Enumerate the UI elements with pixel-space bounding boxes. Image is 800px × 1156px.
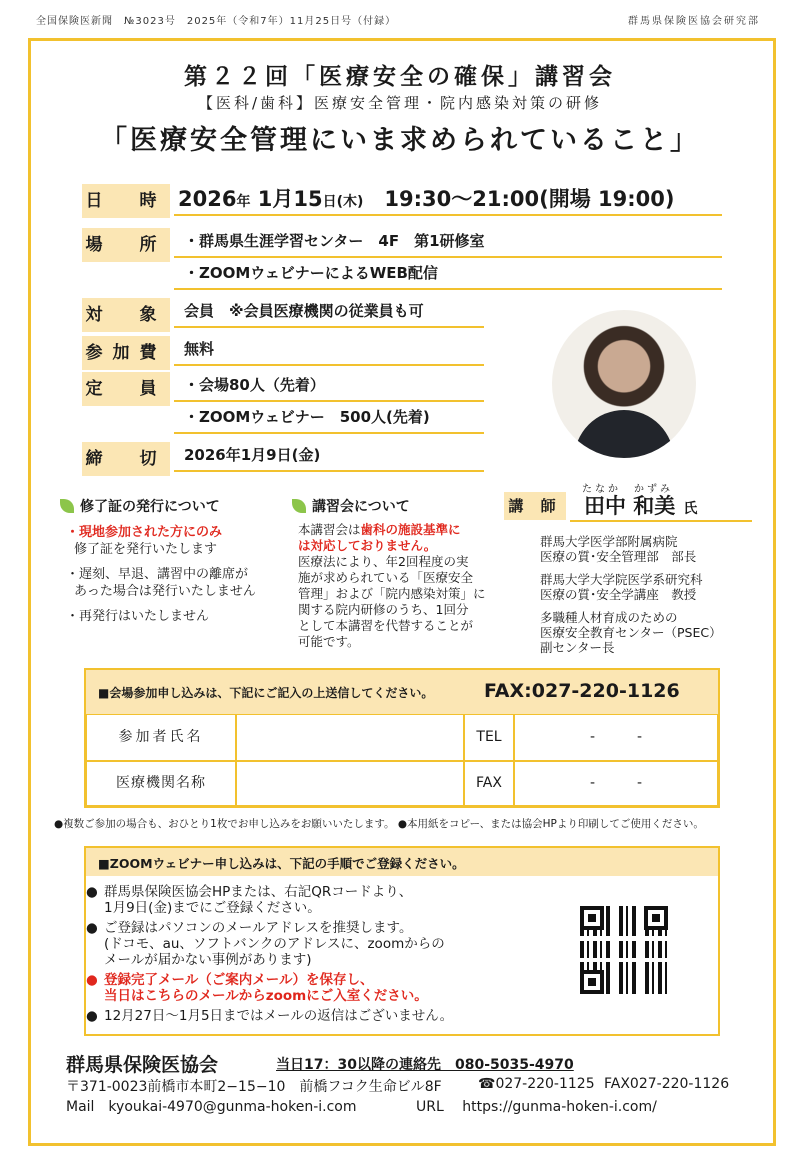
event-subtitle: 【医科/歯科】医療安全管理・院内感染対策の研修 xyxy=(197,94,603,112)
zoom-step-2: ● ご登録はパソコンのメールアドレスを推奨します。 (ドコモ、au、ソフトバンクのアドレスに、zoomからの メールが届かない事例があります) xyxy=(86,920,445,968)
certificate-heading: 修了証の発行について xyxy=(60,496,220,516)
date-value: 2026年 1月15日(木) 19:30～21:00(開場 19:00) xyxy=(174,184,722,216)
lecturer-affiliation-2: 群馬大学大学院医学系研究科 医療の質･安全学講座 教授 xyxy=(540,572,703,602)
publisher-name: 群馬県保険医協会研究部 xyxy=(628,16,760,27)
address: 〒371-0023前橋市本町2−15−10 前橋フコク生命ビル8F xyxy=(66,1079,442,1095)
deadline-value: 2026年1月9日(金) xyxy=(174,440,484,472)
target-value: 会員 ※会員医療機関の従業員も可 xyxy=(174,296,484,328)
institution-name-field[interactable] xyxy=(236,761,464,806)
email[interactable]: Mail kyoukai-4970@gunma-hoken-i.com xyxy=(66,1099,357,1115)
zoom-step-4: ● 12月27日～1月5日まではメールの返信はございません。 xyxy=(86,1008,454,1024)
certificate-details: ・現地参加された方にのみ 修了証を発行いたします ・遅刻、早退、講習中の離席が あった場合は発行いたしません ・再発行はいたしません xyxy=(66,525,256,624)
newspaper-issue: 全国保険医新聞 №3023号 2025年（令和7年）11月25日号（付録） xyxy=(36,16,397,27)
participant-name-field[interactable] xyxy=(236,714,464,761)
fee-label: 参加費 xyxy=(82,336,170,370)
place-label: 場 所 xyxy=(82,228,170,262)
capacity-label: 定 員 xyxy=(82,372,170,406)
zoom-step-1: ● 群馬県保険医協会HPまたは、右記QRコードより、 1月9日(金)までにご登録ください。 xyxy=(86,884,413,916)
contact-phone[interactable]: 当日17：30以降の連絡先 080-5035-4970 xyxy=(276,1057,574,1073)
zoom-step-3: ● 登録完了メール（ご案内メール）を保存し、 当日はこちらのメールからzoomにご入室ください。 xyxy=(86,972,428,1004)
tel-number: ☎027-220-1125 xyxy=(478,1076,595,1092)
lecturer-affiliation-1: 群馬大学医学部附属病院 医療の質･安全管理部 部長 xyxy=(540,534,697,564)
zoom-heading: ■ZOOMウェビナー申し込みは、下記の手順でご登録ください。 xyxy=(98,856,465,871)
website-url[interactable]: URL https://gunma-hoken-i.com/ xyxy=(416,1099,657,1115)
capacity-value-2: ・ZOOMウェビナー 500人(先着) xyxy=(174,402,484,434)
place-value-1: ・群馬県生涯学習センター 4F 第1研修室 xyxy=(174,226,722,258)
fax-number: FAX:027-220-1126 xyxy=(484,680,680,702)
capacity-value-1: ・会場80人（先着） xyxy=(174,370,484,402)
event-theme: 「医療安全管理にいま求められていること」 xyxy=(100,125,700,156)
organization-name: 群馬県保険医協会 xyxy=(66,1054,219,1076)
venue-form-heading: ■会場参加申し込みは、下記にご記入の上送信してください。 xyxy=(98,686,434,700)
leaf-icon xyxy=(60,499,74,513)
tel-field[interactable]: - - xyxy=(514,714,718,761)
deadline-label: 締 切 xyxy=(82,442,170,476)
form-note: ●複数ご参加の場合も、おひとり1枚でお申し込みをお願いいたします。 ●本用紙をコピー、または協会HPより印刷してご使用ください。 xyxy=(54,818,704,830)
lecturer-photo xyxy=(552,310,696,458)
course-heading: 講習会について xyxy=(292,496,410,516)
institution-name-label: 医療機関名称 xyxy=(86,761,236,806)
date-label: 日 時 xyxy=(82,184,170,218)
tel-label: TEL xyxy=(464,714,514,761)
participant-name-label: 参加者氏名 xyxy=(86,714,236,761)
lecturer-name: 田中 和美 氏 xyxy=(570,492,752,522)
event-title: 第２２回「医療安全の確保」講習会 xyxy=(184,64,616,90)
place-value-2: ・ZOOMウェビナーによるWEB配信 xyxy=(174,258,722,290)
qr-code[interactable] xyxy=(580,906,668,994)
lecturer-label: 講 師 xyxy=(504,492,566,520)
fax-info: FAX027-220-1126 xyxy=(604,1076,730,1092)
fee-value: 無料 xyxy=(174,334,484,366)
lecturer-name-ruby: たなか かずみ xyxy=(582,484,673,495)
leaf-icon xyxy=(292,499,306,513)
course-details: 本講習会は歯科の施設基準に は対応しておりません。 医療法により、年2回程度の実 施が求められている「医療安全 管理」および「院内感染対策」に 関する院内研修のうち、1回分 として本講習を代替することが 可能です。 xyxy=(298,522,486,649)
venue-application-form xyxy=(84,668,720,808)
target-label: 対 象 xyxy=(82,298,170,332)
fax-label: FAX xyxy=(464,761,514,806)
lecturer-affiliation-3: 多職種人材育成のための 医療安全教育センター（PSEC） 副センター長 xyxy=(540,610,722,655)
fax-field[interactable]: - - xyxy=(514,761,718,806)
